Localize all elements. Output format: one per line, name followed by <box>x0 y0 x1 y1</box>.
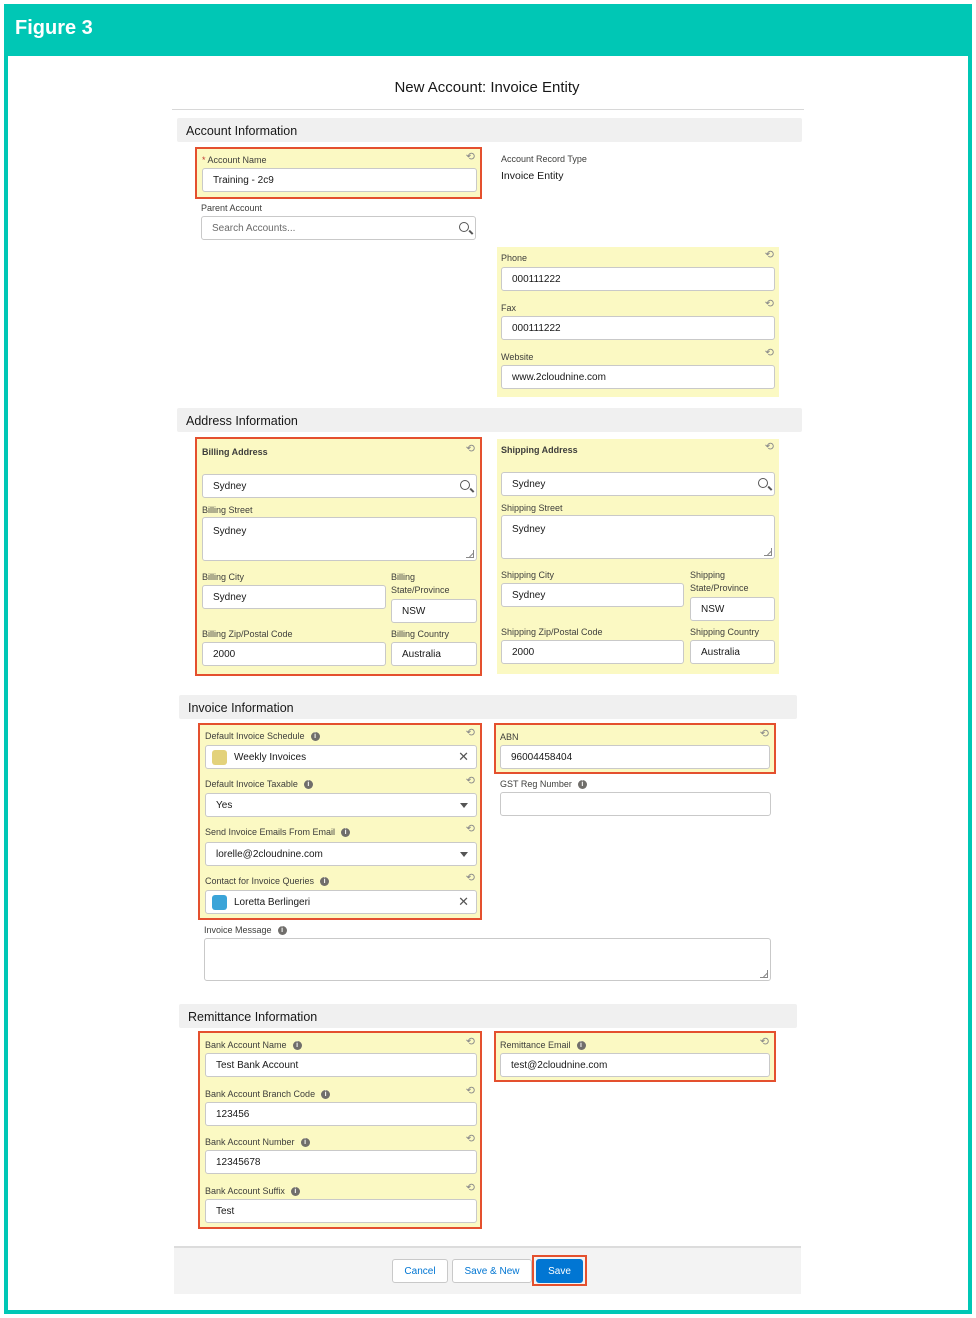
invoice-taxable-value: Yes <box>216 800 233 811</box>
remittance-email-input[interactable]: test@2cloudnine.com <box>500 1053 770 1077</box>
shipping-zip-label: Shipping Zip/Postal Code <box>501 627 603 637</box>
phone-label: Phone <box>501 253 528 263</box>
shipping-street-label: Shipping Street <box>501 503 563 513</box>
record-type-value: Invoice Entity <box>501 170 564 182</box>
search-icon[interactable] <box>758 478 768 488</box>
account-suffix-label: Bank Account Suffix i <box>205 1186 300 1196</box>
billing-country-label: Billing Country <box>391 629 450 639</box>
schedule-record-icon <box>212 750 227 765</box>
account-number-label: Bank Account Number i <box>205 1137 310 1147</box>
info-icon[interactable]: i <box>578 780 587 789</box>
undo-icon[interactable]: ⟲ <box>465 1036 475 1048</box>
remittance-email-label: Remittance Email i <box>500 1040 586 1050</box>
info-icon[interactable]: i <box>311 732 320 741</box>
figure-label: Figure 3 <box>15 17 93 39</box>
invoice-contact-value: Loretta Berlingeri <box>234 897 311 908</box>
info-icon[interactable]: i <box>278 926 287 935</box>
figure-frame <box>4 56 972 1314</box>
phone-input[interactable]: 000111222 <box>501 267 775 291</box>
info-icon[interactable]: i <box>321 1090 330 1099</box>
invoice-contact-lookup[interactable] <box>205 890 477 914</box>
save-button[interactable]: Save <box>536 1259 583 1283</box>
save-and-new-button[interactable]: Save & New <box>452 1259 532 1283</box>
resize-handle-icon[interactable] <box>764 548 772 556</box>
abn-field <box>494 723 776 774</box>
info-icon[interactable]: i <box>341 828 350 837</box>
invoice-schedule-label: Default Invoice Schedule i <box>205 731 320 741</box>
branch-code-label: Bank Account Branch Code i <box>205 1089 330 1099</box>
abn-input[interactable]: 96004458404 <box>500 745 770 769</box>
search-icon[interactable] <box>459 222 469 232</box>
undo-icon[interactable]: ⟲ <box>764 249 774 261</box>
shipping-city-label: Shipping City <box>501 570 555 580</box>
section-header-address: Address Information <box>177 408 802 432</box>
shipping-country-label: Shipping Country <box>690 627 760 637</box>
billing-state-input[interactable]: NSW <box>391 599 477 623</box>
invoice-email-from-select[interactable] <box>205 842 477 866</box>
undo-icon[interactable]: ⟲ <box>465 1182 475 1194</box>
billing-address-heading: Billing Address <box>202 447 268 457</box>
invoice-taxable-label: Default Invoice Taxable i <box>205 779 313 789</box>
chevron-down-icon[interactable] <box>460 852 468 857</box>
bank-name-input[interactable]: Test Bank Account <box>205 1053 477 1077</box>
section-header-account: Account Information <box>177 118 802 142</box>
invoice-email-from-value: lorelle@2cloudnine.com <box>216 849 323 860</box>
gst-label: GST Reg Number i <box>500 779 587 789</box>
shipping-address-search-value: Sydney <box>512 479 546 490</box>
info-icon[interactable]: i <box>320 877 329 886</box>
undo-icon[interactable]: ⟲ <box>465 443 475 455</box>
undo-icon[interactable]: ⟲ <box>759 728 769 740</box>
account-name-input[interactable]: Training - 2c9 <box>202 168 477 192</box>
shipping-address-group <box>497 439 779 674</box>
undo-icon[interactable]: ⟲ <box>764 298 774 310</box>
fax-input[interactable]: 000111222 <box>501 316 775 340</box>
shipping-street-value: Sydney <box>512 524 546 535</box>
billing-street-value: Sydney <box>213 526 247 537</box>
title-divider <box>172 109 804 110</box>
billing-state-label: Billing State/Province <box>391 572 450 595</box>
shipping-zip-input[interactable]: 2000 <box>501 640 684 664</box>
info-icon[interactable]: i <box>291 1187 300 1196</box>
undo-icon[interactable]: ⟲ <box>465 727 475 739</box>
record-type-label: Account Record Type <box>501 154 587 164</box>
abn-label: ABN <box>500 732 519 742</box>
invoice-email-from-label: Send Invoice Emails From Email i <box>205 827 350 837</box>
shipping-state-input[interactable]: NSW <box>690 597 775 621</box>
billing-zip-label: Billing Zip/Postal Code <box>202 629 293 639</box>
account-name-label: * Account Name <box>202 155 267 165</box>
billing-address-search-value: Sydney <box>213 481 247 492</box>
invoice-contact-label: Contact for Invoice Queries i <box>205 876 329 886</box>
info-icon[interactable]: i <box>577 1041 586 1050</box>
shipping-address-search-input[interactable] <box>501 472 775 496</box>
billing-address-search-input[interactable] <box>202 474 477 498</box>
bank-name-label: Bank Account Name i <box>205 1040 302 1050</box>
parent-account-input[interactable] <box>201 216 476 240</box>
clear-icon[interactable]: ✕ <box>458 749 469 764</box>
parent-account-label: Parent Account <box>201 203 263 213</box>
shipping-country-input[interactable]: Australia <box>690 640 775 664</box>
gst-input[interactable] <box>500 792 771 816</box>
clear-icon[interactable]: ✕ <box>458 894 469 909</box>
contact-fields-group <box>497 247 779 397</box>
section-header-invoice: Invoice Information <box>179 695 797 719</box>
required-marker: * <box>202 155 206 165</box>
undo-icon[interactable]: ⟲ <box>764 441 774 453</box>
branch-code-input[interactable]: 123456 <box>205 1102 477 1126</box>
undo-icon[interactable]: ⟲ <box>465 151 475 163</box>
section-header-remittance: Remittance Information <box>179 1004 797 1028</box>
invoice-message-label: Invoice Message i <box>204 925 287 935</box>
invoice-message-textarea[interactable] <box>204 938 771 981</box>
search-icon[interactable] <box>460 480 470 490</box>
billing-country-input[interactable]: Australia <box>391 642 477 666</box>
billing-address-group <box>195 437 482 676</box>
billing-city-input[interactable]: Sydney <box>202 585 386 609</box>
undo-icon[interactable]: ⟲ <box>764 347 774 359</box>
resize-handle-icon[interactable] <box>466 550 474 558</box>
undo-icon[interactable]: ⟲ <box>465 775 475 787</box>
bank-details-group <box>198 1031 482 1229</box>
invoice-settings-group <box>198 723 482 920</box>
parent-account-placeholder: Search Accounts... <box>212 223 296 234</box>
account-suffix-input[interactable]: Test <box>205 1199 477 1223</box>
resize-handle-icon[interactable] <box>760 970 768 978</box>
fax-label: Fax <box>501 303 517 313</box>
contact-icon <box>212 895 227 910</box>
info-icon[interactable]: i <box>293 1041 302 1050</box>
undo-icon[interactable]: ⟲ <box>465 1085 475 1097</box>
account-number-input[interactable]: 12345678 <box>205 1150 477 1174</box>
shipping-street-textarea[interactable] <box>501 515 775 559</box>
info-icon[interactable]: i <box>301 1138 310 1147</box>
undo-icon[interactable]: ⟲ <box>465 1133 475 1145</box>
website-input[interactable]: www.2cloudnine.com <box>501 365 775 389</box>
shipping-city-input[interactable]: Sydney <box>501 583 684 607</box>
website-label: Website <box>501 352 534 362</box>
account-name-field <box>195 147 482 199</box>
remittance-email-field <box>494 1031 776 1082</box>
shipping-state-label: Shipping State/Province <box>690 570 749 593</box>
invoice-schedule-value: Weekly Invoices <box>234 752 307 763</box>
undo-icon[interactable]: ⟲ <box>465 872 475 884</box>
shipping-address-heading: Shipping Address <box>501 445 578 455</box>
billing-street-label: Billing Street <box>202 505 253 515</box>
figure-banner <box>4 4 972 56</box>
billing-city-label: Billing City <box>202 572 245 582</box>
chevron-down-icon[interactable] <box>460 803 468 808</box>
info-icon[interactable]: i <box>304 780 313 789</box>
cancel-button[interactable]: Cancel <box>392 1259 448 1283</box>
billing-zip-input[interactable]: 2000 <box>202 642 386 666</box>
page-title: New Account: Invoice Entity <box>394 79 580 96</box>
invoice-schedule-lookup[interactable] <box>205 745 477 769</box>
invoice-taxable-select[interactable] <box>205 793 477 817</box>
undo-icon[interactable]: ⟲ <box>759 1036 769 1048</box>
undo-icon[interactable]: ⟲ <box>465 823 475 835</box>
billing-street-textarea[interactable] <box>202 517 477 561</box>
